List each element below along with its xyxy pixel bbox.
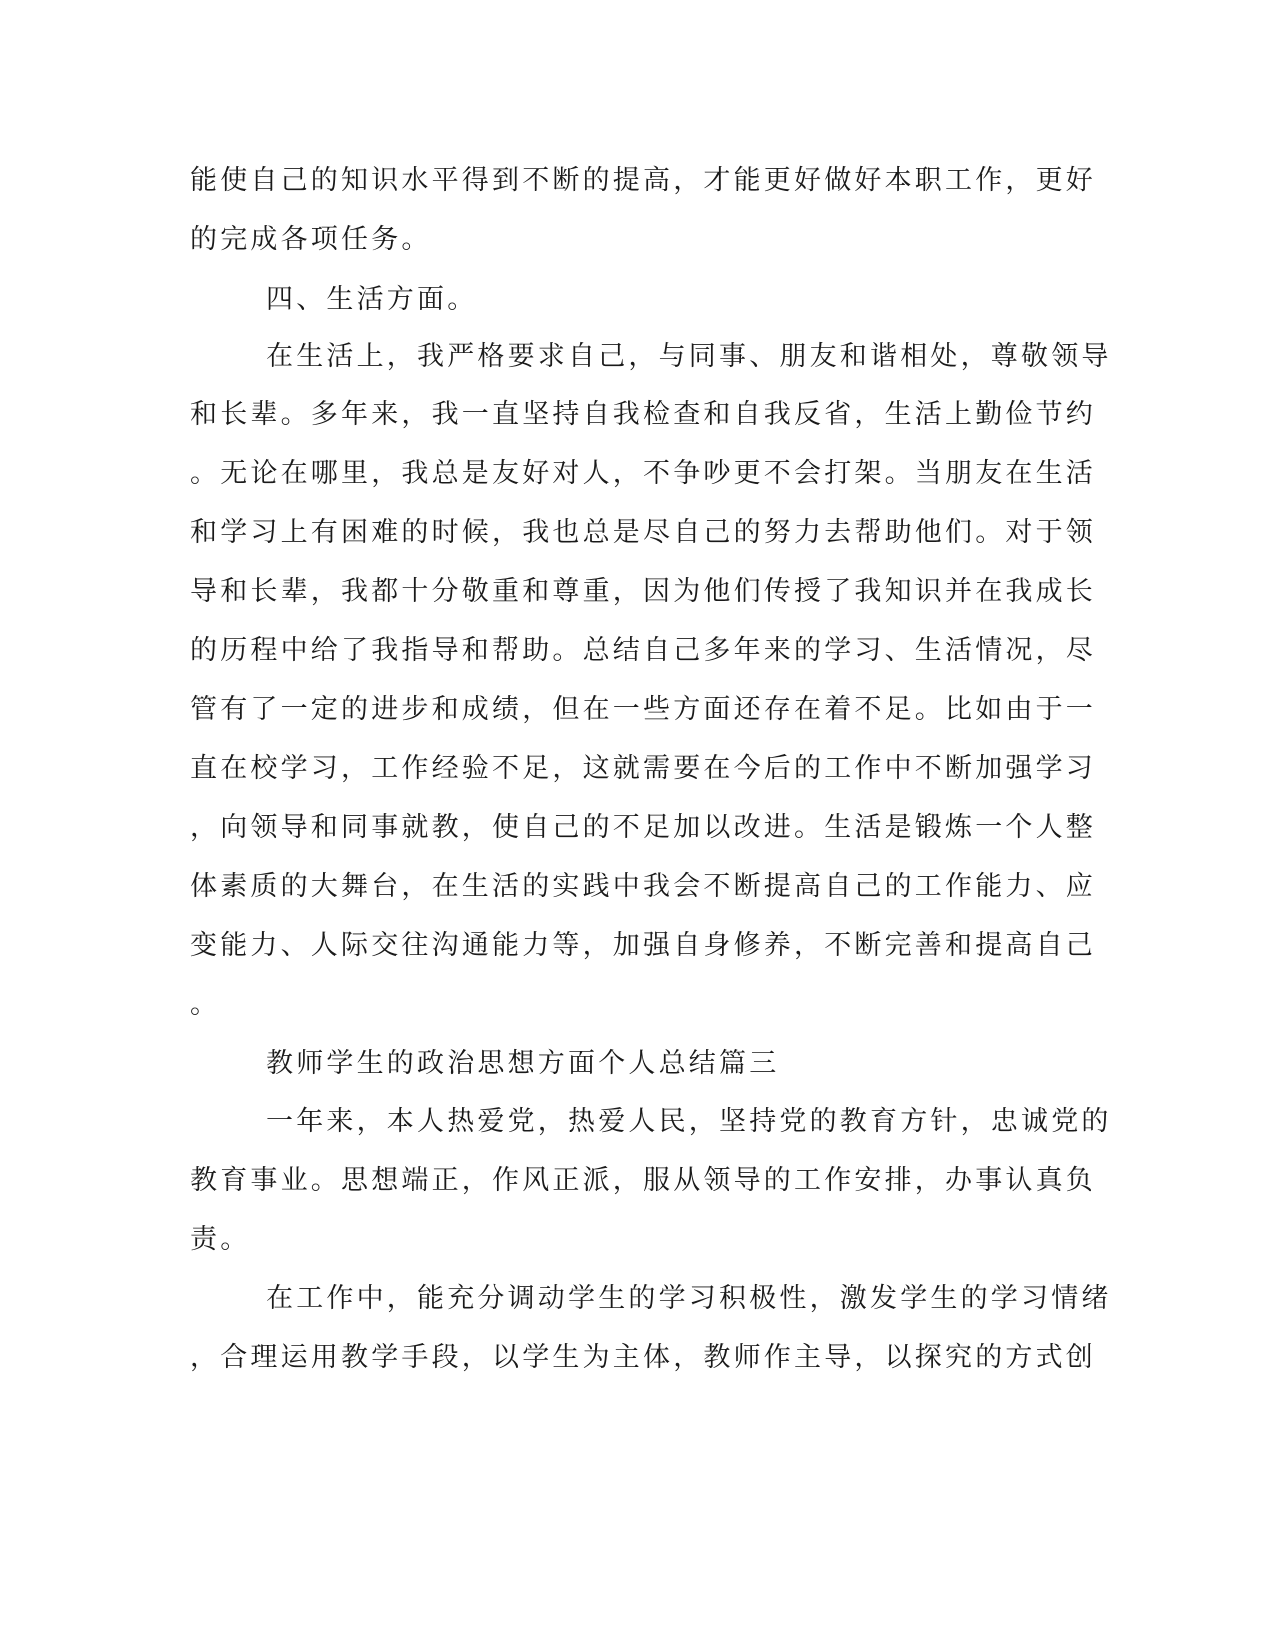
body-text-line: 一年来，本人热爱党，热爱人民，坚持党的教育方针，忠诚党的 — [266, 1106, 1112, 1137]
body-text-line: 。无论在哪里，我总是友好对人，不争吵更不会打架。当朋友在生活 — [190, 458, 1096, 489]
body-text-line: 管有了一定的进步和成绩，但在一些方面还存在着不足。比如由于一 — [190, 694, 1096, 725]
section-heading: 四、生活方面。 — [266, 284, 478, 315]
body-text-line: 变能力、人际交往沟通能力等，加强自身修养，不断完善和提高自己 — [190, 930, 1096, 961]
body-text-line: 在工作中，能充分调动学生的学习积极性，激发学生的学习情绪 — [266, 1283, 1112, 1314]
body-text-line: 的历程中给了我指导和帮助。总结自己多年来的学习、生活情况，尽 — [190, 635, 1096, 666]
section-heading: 教师学生的政治思想方面个人总结篇三 — [266, 1048, 780, 1079]
body-text-line: 责。 — [190, 1224, 251, 1255]
body-text-line: ，合理运用教学手段，以学生为主体，教师作主导，以探究的方式创 — [190, 1342, 1096, 1373]
body-text-line: 体素质的大舞台，在生活的实践中我会不断提高自己的工作能力、应 — [190, 871, 1096, 902]
body-text-line: 。 — [190, 989, 221, 1020]
body-text-line: 和学习上有困难的时候，我也总是尽自己的努力去帮助他们。对于领 — [190, 517, 1096, 548]
body-text-line: 直在校学习，工作经验不足，这就需要在今后的工作中不断加强学习 — [190, 753, 1096, 784]
body-text-line: 在生活上，我严格要求自己，与同事、朋友和谐相处，尊敬领导 — [266, 341, 1112, 372]
body-text-line: 导和长辈，我都十分敬重和尊重，因为他们传授了我知识并在我成长 — [190, 576, 1096, 607]
body-text-line: 能使自己的知识水平得到不断的提高，才能更好做好本职工作，更好 — [190, 165, 1096, 196]
body-text-line: 的完成各项任务。 — [190, 224, 432, 255]
body-text-line: 教育事业。思想端正，作风正派，服从领导的工作安排，办事认真负 — [190, 1165, 1096, 1196]
body-text-line: ，向领导和同事就教，使自己的不足加以改进。生活是锻炼一个人整 — [190, 812, 1096, 843]
body-text-line: 和长辈。多年来，我一直坚持自我检查和自我反省，生活上勤俭节约 — [190, 399, 1096, 430]
